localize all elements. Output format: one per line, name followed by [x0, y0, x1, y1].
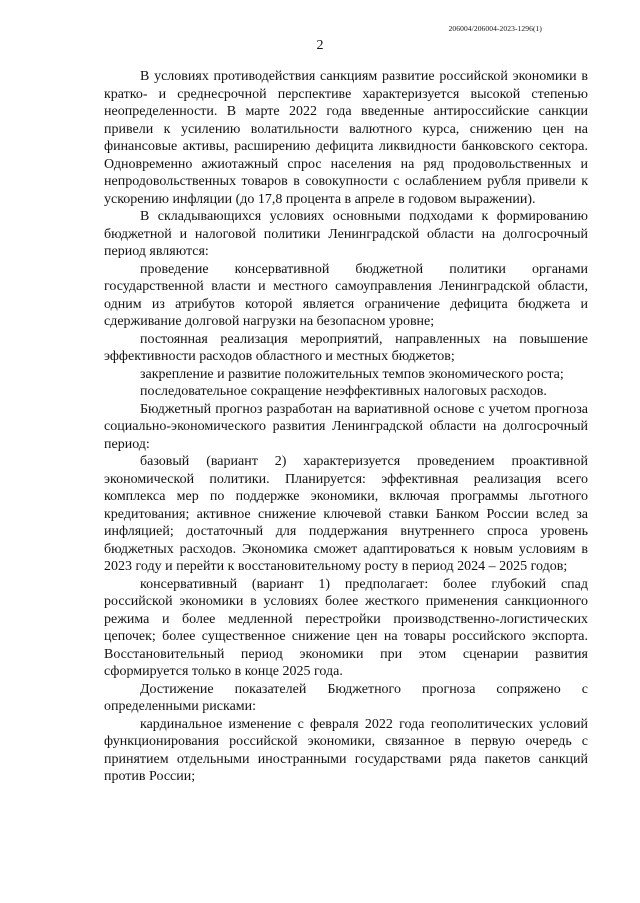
paragraph: последовательное сокращение неэффективных налоговых расходов.: [140, 384, 547, 399]
paragraph: закрепление и развитие положительных темпов экономического роста;: [140, 366, 564, 382]
document-reference: 206004/206004-2023-1296(1): [448, 24, 542, 33]
paragraph: В условиях противодействия санкциям развитие российской экономики в кратко- и среднесрочной перспективе характеризуется высокой степенью неопределенности. В марте 2022 года введенные антироссийские санкции привели к усилению волатильности валютного курса, снижению цен на финансовые активы, расширению дефицита ликвидности банковского сектора. Одновременно ажиотажный спрос населения на ряд продовольственных и непродовольственных товаров в совокупности с ослаблением рубля привели к ускорению инфляции (до 17,8 процента в апреле в годовом выражении).: [104, 69, 588, 207]
paragraph: постоянная реализация мероприятий, направленных на повышение эффективности расходов областного и местных бюджетов;: [104, 331, 588, 364]
paragraph: В складывающихся условиях основными подходами к формированию бюджетной и налоговой политики Ленинградской области на долгосрочный период являются:: [104, 209, 588, 259]
paragraph: проведение консервативной бюджетной политики органами государственной власти и местного самоуправления Ленинградской области, одним из атрибутов которой является ограничение дефицита бюджета и сдерживание долговой нагрузки на безопасном уровне;: [104, 261, 588, 329]
paragraph: базовый (вариант 2) характеризуется проведением проактивной экономической политики. Планируется: эффективная реализация всего комплекса мер по поддержке экономики, включая программы льготного кредитования; активное снижение ключевой ставки Банком России вслед за инфляцией; достаточный для поддержания внутреннего спроса уровень бюджетных расходов. Экономика сможет адаптироваться к новым условиям в 2023 году и перейти к восстановительному росту в период 2024 – 2025 годов;: [104, 454, 588, 574]
paragraph: консервативный (вариант 1) предполагает: более глубокий спад российской экономики в условиях более жесткого применения санкционного режима и более медленной перестройки производственно-логистических цепочек; более существенное снижение цен на товары российского экспорта. Восстановительный период экономики при этом сценарии развития сформируется только в конце 2025 года.: [104, 576, 588, 679]
page-number: 2: [316, 38, 324, 53]
paragraph: кардинальное изменение с февраля 2022 года геополитических условий функционирования российской экономики, связанное в первую очередь с принятием отдельными иностранными государствами ряда пакетов санкций против России;: [104, 716, 588, 784]
paragraph: Бюджетный прогноз разработан на вариативной основе с учетом прогноза социально-экономического развития Ленинградской области на долгосрочный период:: [104, 401, 588, 452]
document-body: [104, 68, 588, 786]
paragraph: Достижение показателей Бюджетного прогноза сопряжено с определенными рисками:: [104, 681, 588, 714]
